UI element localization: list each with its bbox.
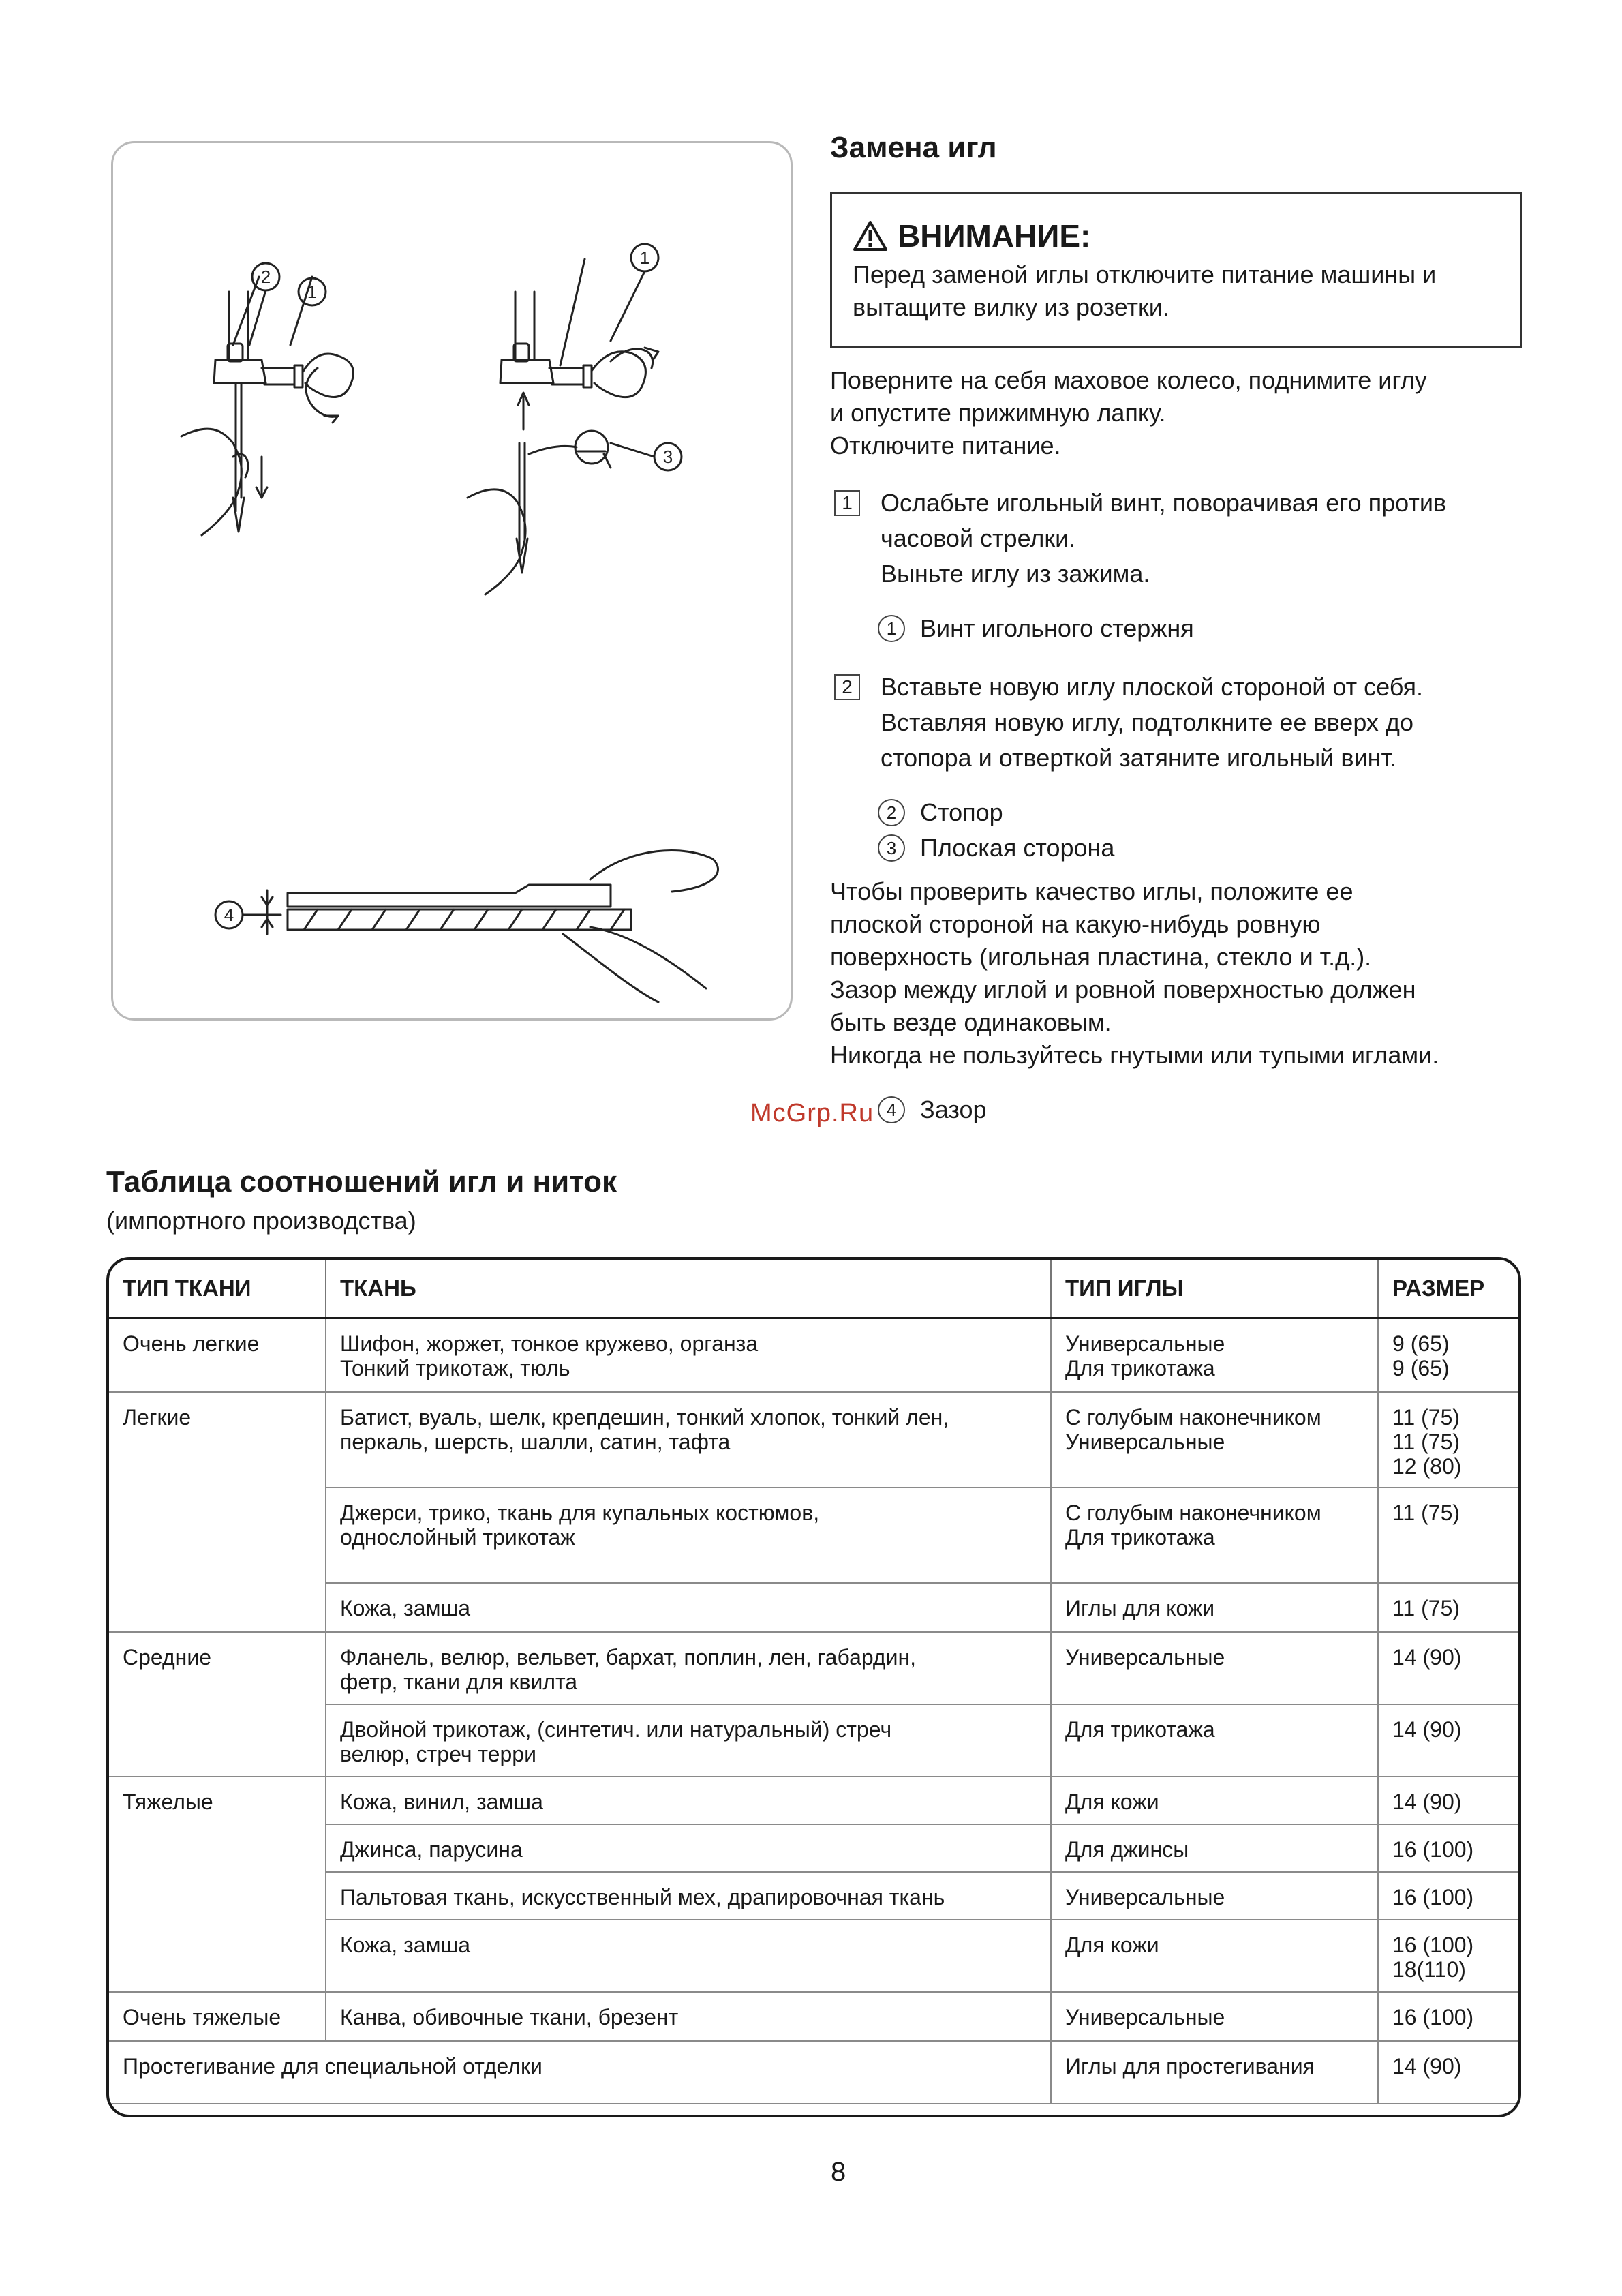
cell-size: [1378, 1992, 1518, 2041]
ref-text: Винт игольного стержня: [920, 614, 1194, 642]
cell-line: 9 (65): [1392, 1356, 1450, 1380]
cell-needle: [1051, 1824, 1378, 1872]
cell-line: 11 (75): [1392, 1429, 1460, 1454]
cell-fabric-type: Простегивание для специальной отделки: [109, 2041, 1051, 2104]
cell-line: Джерси, трико, ткань для купальных костюмов,: [340, 1500, 820, 1525]
cell-fabric: [326, 1392, 1051, 1487]
cell-line: Для кожи: [1065, 1789, 1159, 1814]
cell-line: Канва, обивочные ткани, брезент: [340, 2004, 679, 2029]
cell-fabric: [326, 1487, 1051, 1583]
table-row: [109, 1992, 1518, 2041]
warning-box: [830, 192, 1522, 348]
callout-1-number: 1: [307, 282, 318, 302]
cell-line: Иглы для простегивания: [1065, 2053, 1315, 2079]
cell-line: 16 (100): [1392, 1932, 1474, 1957]
cell-fabric: [326, 1824, 1051, 1872]
check-line: плоской стороной на какую-нибудь ровную: [830, 910, 1321, 938]
cell-line: Универсальные: [1065, 1644, 1225, 1670]
cell-line: Универсальные: [1065, 1884, 1225, 1909]
cell-line: Шифон, жоржет, тонкое кружево, органза: [340, 1331, 759, 1356]
watermark: McGrp.Ru: [750, 1099, 874, 1128]
header-fabric: ТКАНЬ: [326, 1260, 1051, 1318]
callout-2-number: 2: [260, 267, 271, 287]
cell-line: 14 (90): [1392, 1789, 1462, 1814]
cell-fabric: [326, 1704, 1051, 1777]
cell-fabric-type: Очень тяжелые: [109, 1992, 326, 2041]
check-line: Чтобы проверить качество иглы, положите ее: [830, 877, 1353, 905]
cell-line: Для трикотажа: [1065, 1524, 1215, 1550]
step-line: часовой стрелки.: [881, 524, 1076, 552]
intro-line: и опустите прижимную лапку.: [830, 399, 1166, 427]
warning-title: ВНИМАНИЕ:: [898, 218, 1091, 254]
table-subtitle: (импортного производства): [106, 1207, 416, 1235]
ref-number: 3: [878, 834, 905, 862]
cell-size: [1378, 1392, 1518, 1487]
cell-fabric: [326, 1632, 1051, 1704]
cell-line: 18(110): [1392, 1957, 1466, 1982]
cell-line: Универсальные: [1065, 1331, 1225, 1356]
needle-change-drawing: [113, 143, 795, 1023]
check-line: Зазор между иглой и ровной поверхностью должен: [830, 976, 1416, 1003]
ref-number: 4: [878, 1096, 905, 1123]
cell-line: 12 (80): [1392, 1453, 1462, 1479]
cell-line: перкаль, шерсть, шалли, сатин, тафта: [340, 1429, 731, 1454]
check-paragraph: [830, 875, 1439, 1072]
step-line: стопора и отверткой затяните игольный винт.: [881, 744, 1396, 772]
step-line: Вставьте новую иглу плоской стороной от себя.: [881, 673, 1424, 701]
ref-1: [878, 611, 1194, 646]
warning-line: Перед заменой иглы отключите питание машины и: [853, 260, 1437, 288]
table: [109, 1260, 1518, 2104]
check-line: Никогда не пользуйтесь гнутыми или тупыми иглами.: [830, 1041, 1439, 1069]
cell-line: 11 (75): [1392, 1404, 1460, 1430]
cell-line: велюр, стреч терри: [340, 1741, 536, 1766]
cell-fabric: [326, 1872, 1051, 1920]
step-number-box: 2: [834, 674, 860, 700]
cell-line: С голубым наконечником: [1065, 1404, 1321, 1430]
cell-size: [1378, 1318, 1518, 1392]
header-needle-type: ТИП ИГЛЫ: [1051, 1260, 1378, 1318]
step-line: Вставляя новую иглу, подтолкните ее вверх до: [881, 708, 1413, 736]
cell-line: Для трикотажа: [1065, 1717, 1215, 1742]
cell-line: 11 (75): [1392, 1500, 1460, 1525]
needle-gap-drawing: [262, 851, 718, 1002]
cell-needle: [1051, 1872, 1378, 1920]
cell-fabric: [326, 1992, 1051, 2041]
ref-text: Плоская сторона: [920, 834, 1115, 862]
warning-line: вытащите вилку из розетки.: [853, 293, 1169, 321]
cell-line: Двойной трикотаж, (синтетич. или натуральный) стреч: [340, 1717, 892, 1742]
cell-line: Тонкий трикотаж, тюль: [340, 1356, 570, 1380]
table-header-row: [109, 1260, 1518, 1318]
cell-line: 16 (100): [1392, 2004, 1474, 2029]
warning-triangle-icon: [853, 220, 888, 252]
cell-needle: [1051, 1920, 1378, 1992]
ref-number: 1: [878, 615, 905, 642]
warning-header: [853, 217, 1520, 254]
ref-text: Зазор: [920, 1096, 987, 1123]
cell-size: [1378, 1704, 1518, 1777]
table-row: [109, 1392, 1518, 1487]
cell-fabric-type: Очень легкие: [109, 1318, 326, 1392]
cell-needle: [1051, 1583, 1378, 1632]
cell-fabric-type: Легкие: [109, 1392, 326, 1632]
step-number-box: 1: [834, 490, 860, 516]
page-number: 8: [831, 2157, 846, 2187]
cell-fabric: [326, 1318, 1051, 1392]
cell-line: 16 (100): [1392, 1837, 1474, 1862]
ref-text: Стопор: [920, 798, 1003, 826]
table-row: [109, 2041, 1518, 2104]
right-needle-clamp-drawing: [468, 292, 658, 594]
cell-line: 11 (75): [1392, 1595, 1460, 1620]
cell-fabric: [326, 1583, 1051, 1632]
cell-line: Для трикотажа: [1065, 1356, 1215, 1380]
left-needle-clamp-drawing: [181, 292, 354, 535]
cell-size: [1378, 1920, 1518, 1992]
check-line: быть везде одинаковым.: [830, 1008, 1112, 1036]
cell-fabric: [326, 1920, 1051, 1992]
callout-lines: [233, 259, 611, 468]
table-row: [109, 1632, 1518, 1704]
header-fabric-type: ТИП ТКАНИ: [109, 1260, 326, 1318]
cell-size: [1378, 1824, 1518, 1872]
cell-line: С голубым наконечником: [1065, 1500, 1321, 1525]
section-title: Замена игл: [830, 131, 997, 164]
cell-line: Джинса, парусина: [340, 1837, 523, 1862]
step-line: Ослабьте игольный винт, поворачивая его против: [881, 489, 1447, 517]
cell-needle: [1051, 1487, 1378, 1583]
cell-needle: [1051, 1318, 1378, 1392]
cell-line: 14 (90): [1392, 2053, 1462, 2079]
cell-line: 9 (65): [1392, 1331, 1450, 1356]
table-title: Таблица соотношений игл и ниток: [106, 1165, 617, 1198]
cell-line: Кожа, замша: [340, 1932, 470, 1957]
ref-3: [878, 830, 1114, 866]
step-2: [834, 669, 1423, 776]
cell-line: Фланель, велюр, вельвет, бархат, поплин, лен, габардин,: [340, 1644, 917, 1670]
cell-line: 16 (100): [1392, 1884, 1474, 1909]
step-1: [834, 485, 1446, 592]
cell-fabric: [326, 1777, 1051, 1824]
cell-size: [1378, 2041, 1518, 2104]
cell-needle: [1051, 1777, 1378, 1824]
cell-line: 14 (90): [1392, 1717, 1462, 1742]
table-row: [109, 1777, 1518, 1824]
cell-line: Кожа, замша: [340, 1595, 470, 1620]
cell-needle: [1051, 1704, 1378, 1777]
ref-2: [878, 795, 1003, 830]
cell-size: [1378, 1583, 1518, 1632]
cell-line: Для кожи: [1065, 1932, 1159, 1957]
cell-line: Универсальные: [1065, 1429, 1225, 1454]
cell-line: фетр, ткани для квилта: [340, 1669, 578, 1694]
cell-line: Батист, вуаль, шелк, крепдешин, тонкий хлопок, тонкий лен,: [340, 1404, 949, 1430]
callout-4-number: 4: [224, 905, 234, 925]
cell-size: [1378, 1872, 1518, 1920]
cell-size: [1378, 1777, 1518, 1824]
cell-needle: [1051, 1632, 1378, 1704]
callout-3-number: 3: [662, 447, 673, 467]
cell-line: Пальтовая ткань, искусственный мех, драпировочная ткань: [340, 1884, 945, 1909]
cell-line: Универсальные: [1065, 2004, 1225, 2029]
cell-size: [1378, 1632, 1518, 1704]
callout-numbers: [224, 247, 673, 925]
cell-line: однослойный трикотаж: [340, 1524, 575, 1550]
intro-paragraph: [830, 364, 1427, 462]
table-row: [109, 1318, 1518, 1392]
cell-needle: [1051, 1992, 1378, 2041]
intro-line: Поверните на себя маховое колесо, поднимите иглу: [830, 366, 1427, 394]
ref-number: 2: [878, 799, 905, 826]
callout-1-right-number: 1: [639, 247, 650, 268]
header-size: РАЗМЕР: [1378, 1260, 1518, 1318]
cell-line: 14 (90): [1392, 1644, 1462, 1670]
check-line: поверхность (игольная пластина, стекло и т.д.).: [830, 943, 1372, 971]
warning-text: [853, 258, 1520, 324]
cell-needle: [1051, 1392, 1378, 1487]
cell-fabric-type: Средние: [109, 1632, 326, 1777]
cell-line: Иглы для кожи: [1065, 1595, 1215, 1620]
intro-line: Отключите питание.: [830, 432, 1061, 459]
cell-needle: [1051, 2041, 1378, 2104]
step-line: Выньте иглу из зажима.: [881, 560, 1150, 588]
cell-size: [1378, 1487, 1518, 1583]
cell-line: Для джинсы: [1065, 1837, 1189, 1862]
callout-circles: [215, 244, 682, 928]
cell-line: Кожа, винил, замша: [340, 1789, 543, 1814]
needle-thread-table: [106, 1257, 1521, 2117]
illustration-panel: [111, 141, 793, 1021]
cell-fabric-type: Тяжелые: [109, 1777, 326, 1992]
ref-4: [878, 1092, 987, 1128]
